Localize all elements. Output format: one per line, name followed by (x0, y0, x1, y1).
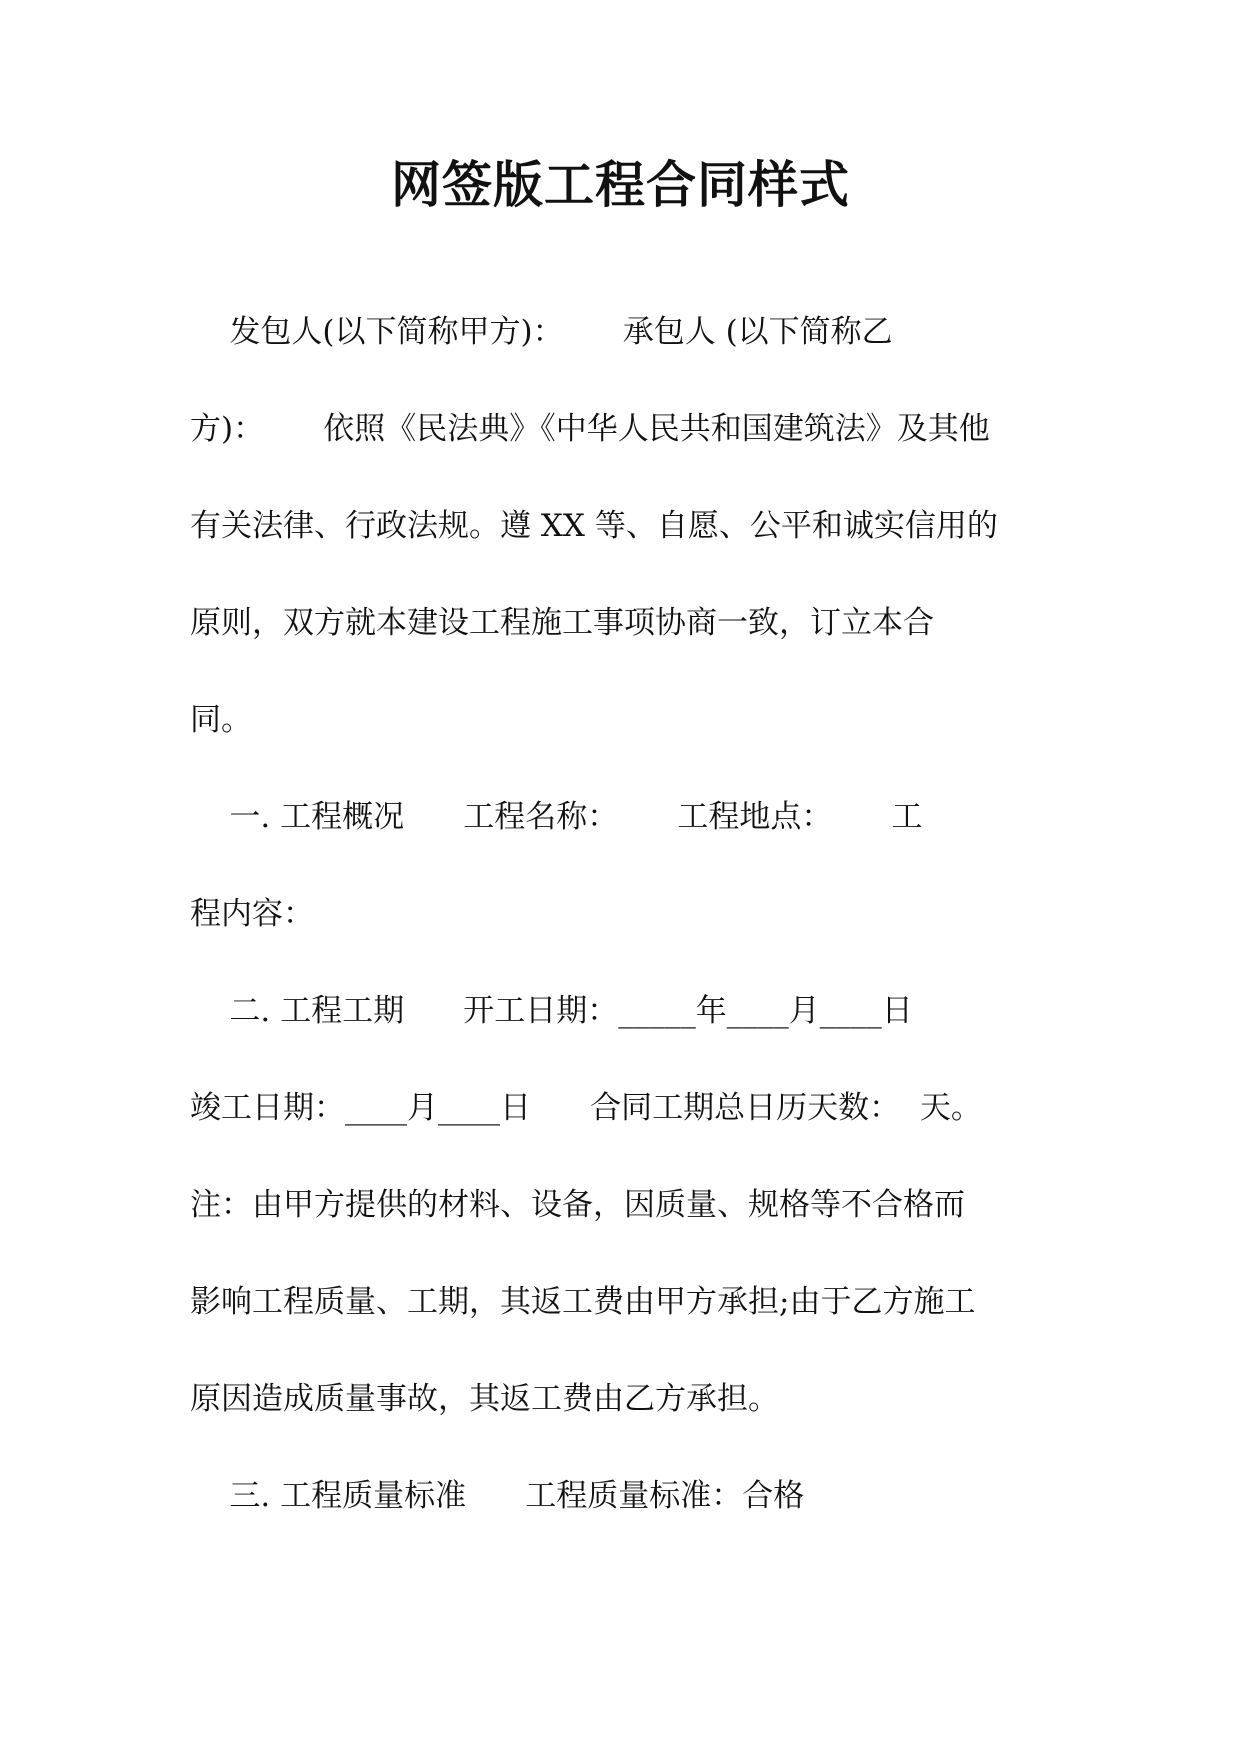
note-line-2: 影响工程质量、工期，其返工费由甲方承担;由于乙方施工 (190, 1284, 976, 1320)
note-line-3: 原因造成质量事故，其返工费由乙方承担。 (190, 1381, 779, 1417)
paragraph-line-2: 方)： 依照《民法典》《中华人民共和国建筑法》及其他 (190, 411, 990, 447)
section-1-line-2: 程内容： (190, 896, 314, 932)
section-3-line-1: 三. 工程质量标准 工程质量标准：合格 (190, 1478, 805, 1514)
paragraph-line-3: 有关法律、行政法规。遵 XX 等、自愿、公平和诚实信用的 (190, 508, 998, 544)
section-2-line-1: 二. 工程工期 开工日期：_____年____月____日 (190, 993, 913, 1029)
paragraph-line-5: 同。 (190, 702, 252, 738)
paragraph-line-4: 原则，双方就本建设工程施工事项协商一致，订立本合 (190, 605, 934, 641)
section-1-line-1: 一. 工程概况 工程名称： 工程地点： 工 (190, 799, 923, 835)
note-line-1: 注：由甲方提供的材料、设备，因质量、规格等不合格而 (190, 1187, 965, 1223)
document-title: 网签版工程合同样式 (391, 156, 850, 214)
paragraph-line-1: 发包人(以下简称甲方)： 承包人 (以下简称乙 (190, 314, 893, 350)
section-2-line-2: 竣工日期：____月____日 合同工期总日历天数： 天。 (190, 1090, 982, 1126)
